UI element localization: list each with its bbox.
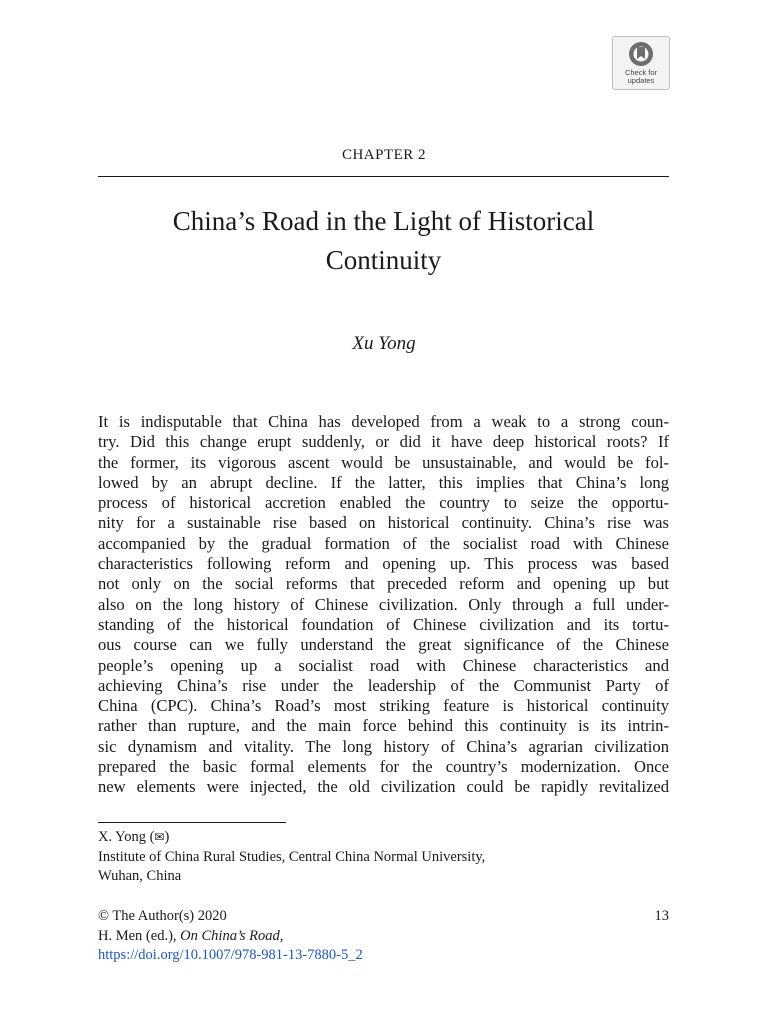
body-line: ous course can we fully understand the great significance of the Chinese	[98, 635, 669, 655]
body-line: lowed by an abrupt decline. If the latter, this implies that China’s long	[98, 472, 669, 492]
editor-prefix: H. Men (ed.),	[98, 927, 181, 944]
mail-icon[interactable]: ✉	[154, 830, 165, 844]
body-line: nity for a sustainable rise based on historical continuity. China’s rise was	[98, 513, 669, 533]
book-reference	[98, 927, 669, 947]
chapter-title-line-1: China’s Road in the Light of Historical	[172, 206, 595, 236]
footnote-rule	[98, 822, 286, 823]
doi-link[interactable]: https://doi.org/10.1007/978-981-13-7880-5_2	[98, 947, 363, 963]
badge-line-2: updates	[627, 76, 655, 85]
body-line: new elements were injected, the old civilization could be rapidly revitalized	[98, 777, 669, 797]
body-line: accompanied by the gradual formation of the socialist road with Chinese	[98, 533, 669, 553]
body-line: characteristics following reform and opening up. This process was based	[98, 554, 669, 574]
chapter-title-line-2: Continuity	[325, 245, 442, 275]
footnote-author-close: )	[164, 829, 170, 845]
body-line: people’s opening up a socialist road with Chinese characteristics and	[98, 655, 669, 675]
body-line: try. Did this change erupt suddenly, or did it have deep historical roots? If	[98, 432, 669, 452]
bookmark-check-icon	[628, 41, 654, 69]
book-suffix: ,	[279, 927, 284, 944]
publication-info	[98, 907, 669, 966]
footnote-affiliation-line-1: Institute of China Rural Studies, Central China Normal University,	[98, 848, 486, 865]
body-line: process of historical accretion enabled the country to seize the opportu-	[98, 493, 669, 513]
body-line: achieving China’s rise under the leadership of the Communist Party of	[98, 675, 669, 695]
footnote-affiliation-line-2: Wuhan, China	[98, 868, 182, 884]
body-line: also on the long history of Chinese civilization. Only through a full under-	[98, 594, 669, 614]
body-line: prepared the basic formal elements for the country’s modernization. Once	[98, 757, 669, 777]
page-number: 13	[654, 908, 669, 924]
author-footnote	[98, 828, 669, 887]
chapter-label: CHAPTER 2	[341, 147, 427, 163]
body-line: rather than rupture, and the main force behind this continuity is its intrin-	[98, 716, 669, 736]
footnote-author-line	[98, 828, 669, 848]
book-title: On China’s Road	[180, 927, 280, 944]
body-paragraph	[98, 412, 669, 798]
body-line: not only on the social reforms that preceded reform and opening up but	[98, 574, 669, 594]
copyright-line: © The Author(s) 2020	[98, 908, 227, 924]
footnote-author-name: X. Yong (	[98, 829, 155, 845]
body-line: the former, its vigorous ascent would be unsustainable, and would be fol-	[98, 452, 669, 472]
body-line: It is indisputable that China has developed from a weak to a strong coun-	[98, 412, 669, 431]
chapter-rule	[98, 176, 669, 177]
badge-line-1: Check for	[624, 68, 658, 77]
body-line: standing of the historical foundation of Chinese civilization and its tortu-	[98, 614, 669, 634]
author-name: Xu Yong	[352, 333, 416, 354]
check-for-updates-badge[interactable]	[612, 36, 670, 90]
chapter-title	[98, 202, 669, 280]
body-line: China (CPC). China’s Road’s most striking feature is historical continuity	[98, 696, 669, 716]
body-line: sic dynamism and vitality. The long history of China’s agrarian civilization	[98, 736, 669, 756]
